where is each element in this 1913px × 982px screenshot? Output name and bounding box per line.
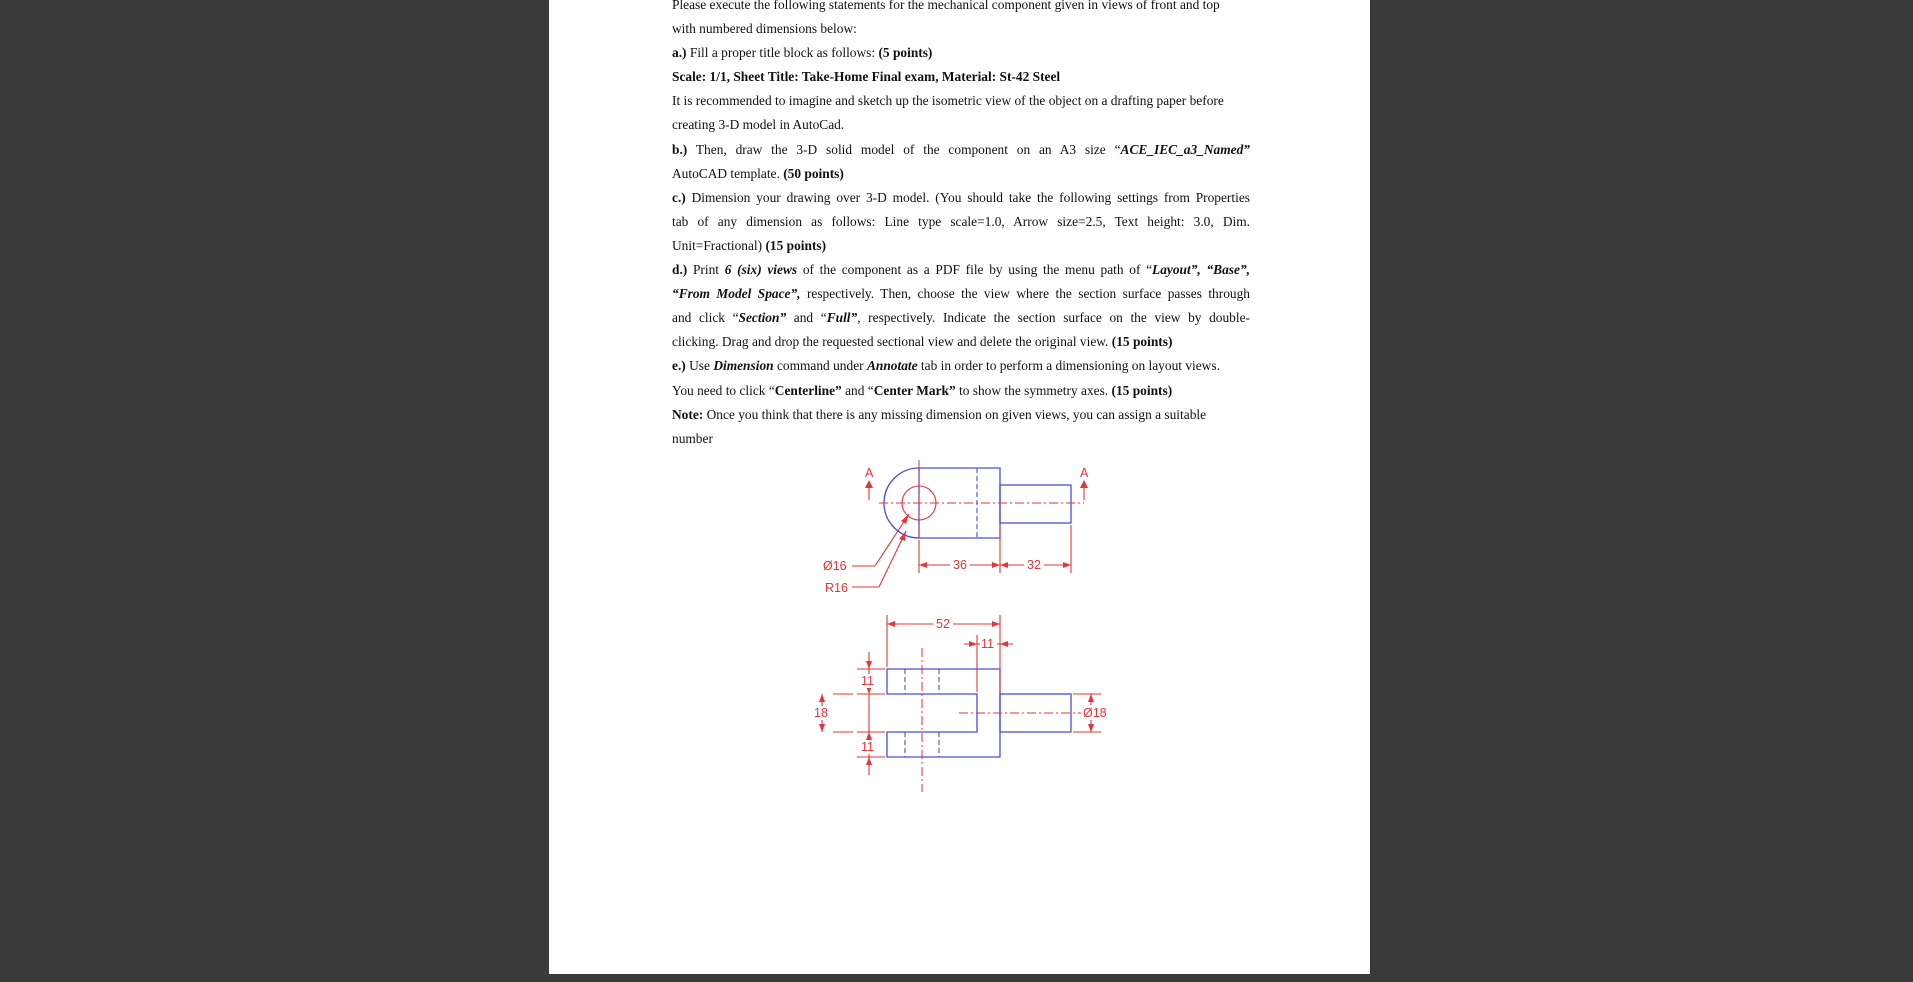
technical-drawing <box>549 0 1370 974</box>
scale-line: Scale: 1/1, Sheet Title: Take-Home Final exam, Material: St-42 Steel <box>672 69 1061 85</box>
dim-shaft-dia-label: Ø18 <box>1083 706 1107 720</box>
dim-18-label: 18 <box>814 706 828 720</box>
dim-52-label: 52 <box>936 617 950 631</box>
item-d-line-3: and click “Section” and “Full”, respectively. Indicate the section surface on the view by double- <box>672 310 1250 326</box>
dim-32-label: 32 <box>1027 558 1041 572</box>
arrow-11-lower-b <box>866 757 872 765</box>
item-d-line-4: clicking. Drag and drop the requested sectional view and delete the original view. (15 points) <box>672 334 1173 350</box>
arrow-18-top <box>819 694 825 702</box>
arrow-shaft-top <box>1088 694 1094 702</box>
dim-11-lower-label: 11 <box>861 740 874 754</box>
top-view <box>813 615 1109 792</box>
dim-36-label: 36 <box>953 558 967 572</box>
item-c-line-1: c.) Dimension your drawing over 3-D model. (You should take the following settings from Properties <box>672 189 1250 205</box>
arrow-11-upper-a <box>866 661 872 669</box>
front-view <box>823 460 1089 595</box>
recommendation-line-2: creating 3-D model in AutoCad. <box>672 117 845 133</box>
arrow-11-top-right <box>1000 641 1008 647</box>
document-page <box>549 0 1370 974</box>
hole-diameter-arrow <box>901 514 909 524</box>
note-line: Note: Once you think that there is any missing dimension on given views, you can assign a suitable number <box>672 406 1207 446</box>
item-e-line-1: e.) Use Dimension command under Annotate tab in order to perform a dimensioning on layout views. <box>672 358 1220 374</box>
section-arrow-left <box>865 480 873 488</box>
item-c-line-3: Unit=Fractional) (15 points) <box>672 237 827 253</box>
shaft-outline <box>1000 485 1071 523</box>
item-b-line-1: b.) Then, draw the 3-D solid model of the component on an A3 size “ACE_IEC_a3_Named” <box>672 141 1251 157</box>
dim-11-top-label: 11 <box>981 637 994 651</box>
recommendation-line-1: It is recommended to imagine and sketch up the isometric view of the object on a drafting paper before <box>672 93 1224 109</box>
arrow-32-left <box>1000 562 1008 568</box>
hole-diameter-leader <box>852 514 909 566</box>
item-d-line-2: “From Model Space”, respectively. Then, choose the view where the section surface passes through <box>672 286 1250 302</box>
item-a: a.) Fill a proper title block as follows: (5 points) <box>672 45 933 61</box>
arrow-18-bottom <box>819 724 825 732</box>
arrow-11-top-left <box>969 641 977 647</box>
radius-label: R16 <box>825 581 848 595</box>
intro-line-2: with numbered dimensions below: <box>672 21 857 37</box>
hole-diameter-label: Ø16 <box>823 559 847 573</box>
arrow-shaft-bottom <box>1088 724 1094 732</box>
arrow-52-left <box>887 621 895 627</box>
section-label-left: A <box>865 466 874 480</box>
arrow-36-left <box>919 562 927 568</box>
item-e-line-2: You need to click “Centerline” and “Center Mark” to show the symmetry axes. (15 points) <box>672 382 1173 398</box>
item-d-line-1: d.) Print 6 (six) views of the component as a PDF file by using the menu path of “Layout”, “Base”, <box>672 262 1250 278</box>
arrow-36-right <box>992 562 1000 568</box>
dim-11-upper-label: 11 <box>861 674 874 688</box>
section-arrow-right <box>1080 480 1088 488</box>
arrow-52-right <box>992 621 1000 627</box>
intro-line-1: Please execute the following statements for the mechanical component given in views of front and top <box>672 0 1220 12</box>
section-label-right: A <box>1080 466 1089 480</box>
arrow-32-right <box>1063 562 1071 568</box>
item-c-line-2: tab of any dimension as follows: Line type scale=1.0, Arrow size=2.5, Text height: 3.0, Dim. <box>672 213 1250 229</box>
item-b-line-2: AutoCAD template. (50 points) <box>672 165 844 181</box>
arrow-11-lower-a <box>866 732 872 740</box>
